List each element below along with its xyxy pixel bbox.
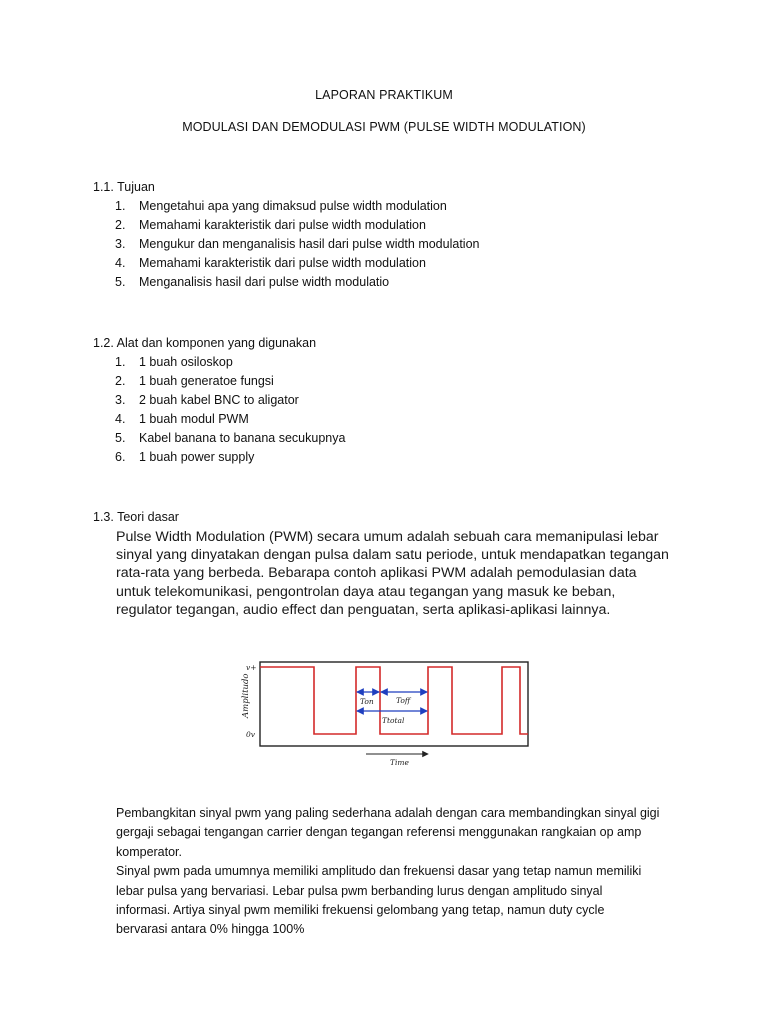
section-heading-alat: 1.2. Alat dan komponen yang digunakan: [93, 336, 317, 350]
theory-line: Pulse Width Modulation (PWM) secara umum adalah sebuah cara memanipulasi lebar: [116, 529, 659, 545]
report-subtitle: MODULASI DAN DEMODULASI PWM (PULSE WIDTH MODULATION): [182, 120, 586, 134]
list-item: 3. 2 buah kabel BNC to aligator: [115, 393, 299, 407]
body-line: bervarasi antara 0% hingga 100%: [116, 922, 305, 937]
toff-label: Toff: [396, 696, 411, 705]
v-zero-label: 0v: [246, 730, 256, 739]
body-line: gergaji sebagai tengangan carrier dengan tegangan referensi menggunakan rangkaian op amp: [116, 825, 642, 840]
theory-paragraph: [116, 528, 676, 619]
list-item: 4. Memahami karakteristik dari pulse width modulation: [115, 256, 426, 270]
y-axis-label: Amplitudo: [241, 673, 251, 718]
list-item: 1. 1 buah osiloskop: [115, 355, 233, 369]
body-line: Pembangkitan sinyal pwm yang paling sederhana adalah dengan cara membandingkan sinyal gigi: [116, 806, 660, 820]
section-heading-tujuan: 1.1. Tujuan: [93, 180, 155, 194]
pwm-waveform-figure: [232, 650, 540, 772]
ton-label: Ton: [360, 697, 374, 706]
body-paragraph: [116, 804, 706, 940]
body-line: lebar pulsa yang bervariasi. Lebar pulsa pwm berbanding lurus dengan amplitudo sinyal: [116, 883, 603, 898]
list-item: 2. Memahami karakteristik dari pulse width modulation: [115, 218, 426, 232]
list-item: 2. 1 buah generatoe fungsi: [115, 374, 274, 388]
v-plus-label: v+: [246, 663, 257, 672]
body-line: Sinyal pwm pada umumnya memiliki amplitudo dan frekuensi dasar yang tetap namun memiliki: [116, 864, 642, 879]
list-item: 4. 1 buah modul PWM: [115, 412, 249, 426]
body-line: informasi. Artiya sinyal pwm memiliki frekuensi gelombang yang tetap, namun duty cycle: [116, 903, 605, 918]
body-line: komperator.: [116, 844, 183, 859]
list-item: 1. Mengetahui apa yang dimaksud pulse width modulation: [115, 199, 447, 213]
ttotal-label: Ttotal: [382, 716, 405, 725]
theory-line: untuk telekomunikasi, pengontrolan daya atau tegangan yang masuk ke beban,: [116, 583, 616, 600]
x-axis-label: Time: [390, 758, 409, 767]
section-heading-teori: 1.3. Teori dasar: [93, 510, 179, 524]
list-item: 6. 1 buah power supply: [115, 450, 255, 464]
alat-list: [115, 353, 345, 467]
report-title: LAPORAN PRAKTIKUM: [315, 88, 453, 102]
theory-line: sinyal yang dinyatakan dengan pulsa dalam satu periode, untuk mendapatkan tegangan: [116, 547, 669, 564]
list-item: 3. Mengukur dan menganalisis hasil dari pulse width modulation: [115, 237, 480, 251]
theory-line: regulator tegangan, audio effect dan penguatan, serta aplikasi-aplikasi lainnya.: [116, 601, 611, 618]
list-item: 5. Kabel banana to banana secukupnya: [115, 431, 346, 445]
tujuan-list: [115, 197, 479, 292]
theory-line: rata-rata yang berbeda. Bebarapa contoh aplikasi PWM adalah pemodulasian data: [116, 565, 637, 582]
list-item: 5. Menganalisis hasil dari pulse width modulatio: [115, 275, 390, 289]
